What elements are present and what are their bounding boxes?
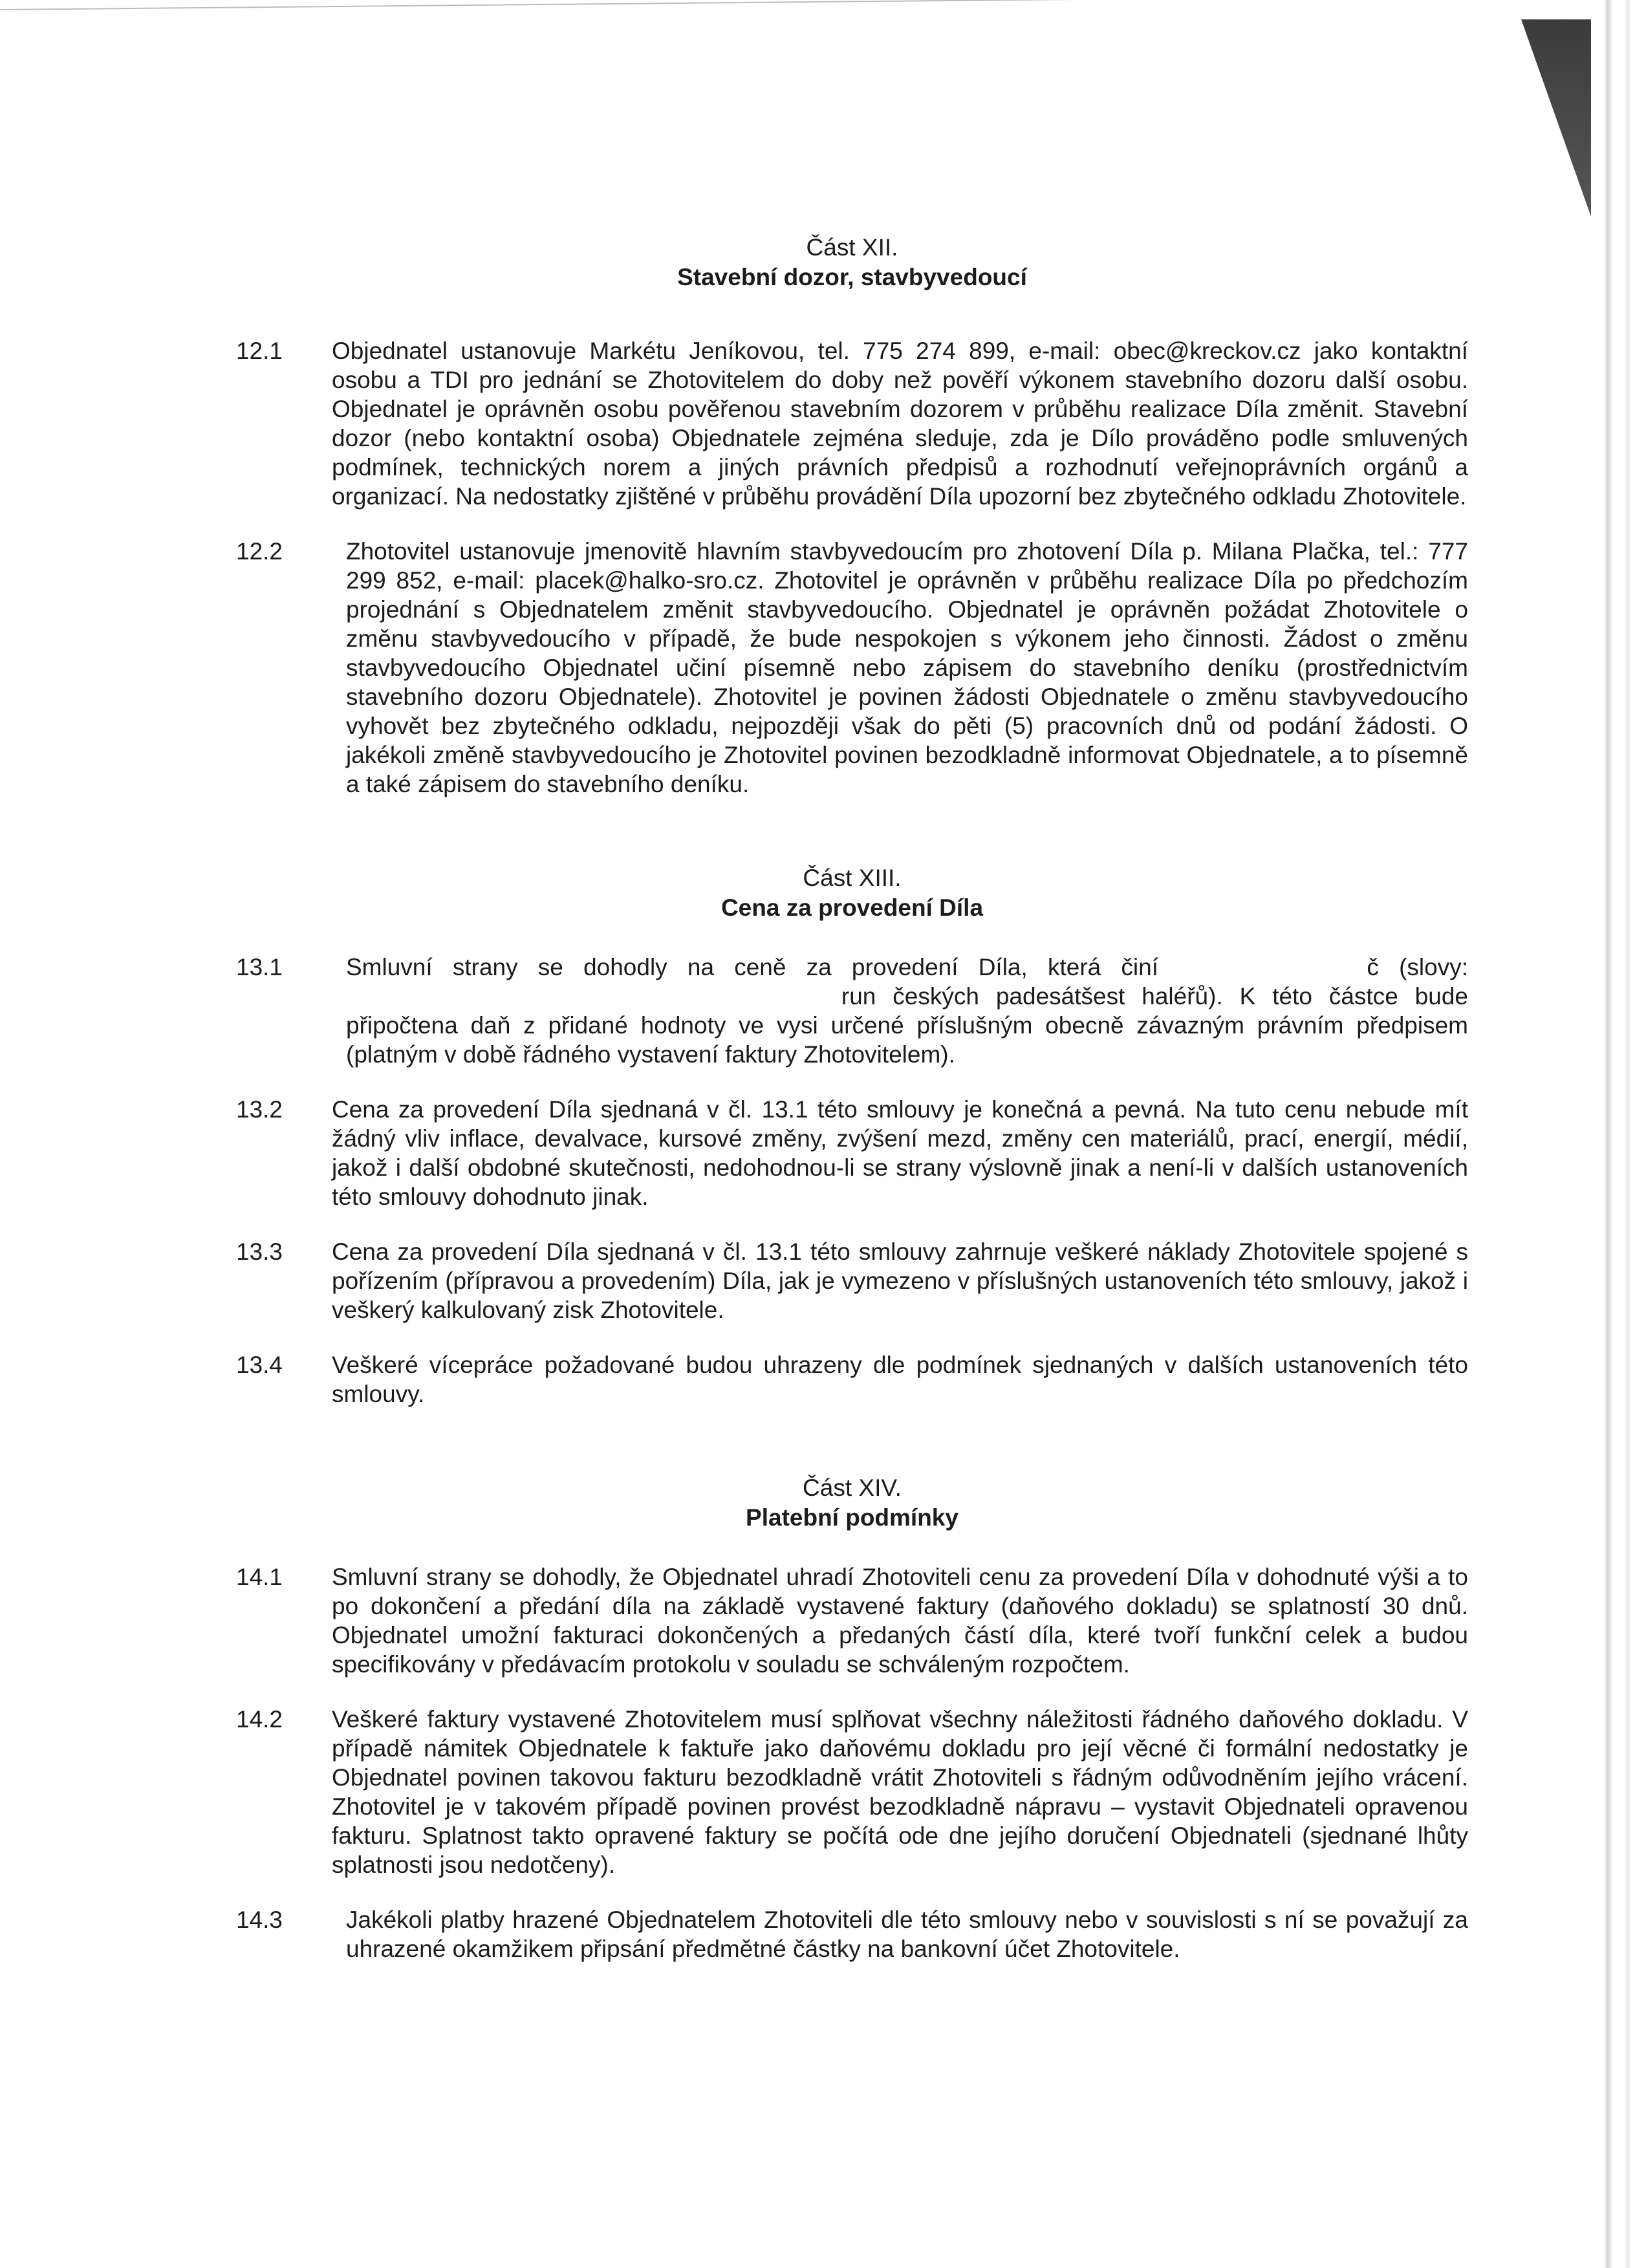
clause-text: Jakékoli platby hrazené Objednatelem Zhotoviteli dle této smlouvy nebo v souvislosti s ní se považují za uhrazené okamžikem připsání předmětné částky na bankovní účet Zhotovitele.: [346, 1906, 1468, 1962]
clause-text: Smluvní strany se dohodly, že Objednatel uhradí Zhotoviteli cenu za provedení Díla v dohodnuté výši a to po dokončení a předání díla na základě vystavené faktury (daňového dokladu) se splatností 30 dnů. Objednatel umožní fakturaci dokončených a předaných částí díla, které tvoří funkční celek a budou specifikovány v předávacím protokolu v souladu se schváleným rozpočtem.: [332, 1564, 1468, 1678]
part-xii-heading: [236, 233, 1468, 292]
clause-14-2: [236, 1705, 1468, 1879]
clause-number: 13.1: [236, 954, 283, 980]
part-title: Platební podmínky: [746, 1504, 958, 1531]
clause-number: 14.3: [236, 1906, 283, 1933]
part-number: Část XIII.: [803, 865, 902, 891]
clause-text: Veškeré faktury vystavené Zhotovitelem musí splňovat všechny náležitosti řádného daňového dokladu. V případě námitek Objednatele k faktuře jako daňovému dokladu pro její věcné či formální nedostatky je Objednatel povinen takovou fakturu bezodkladně vrátit Zhotoviteli s řádným odůvodněním jejího vrácení. Zhotovitel je v takovém případě povinen provést bezodkladně nápravu – vystavit Objednateli opravenou fakturu. Splatnost takto opravené faktury se počítá ode dne jejího doručení Objednateli (sjednané lhůty splatnosti jsou nedotčeny).: [332, 1706, 1468, 1878]
clause-13-3: [236, 1237, 1468, 1324]
clause-text: Veškeré vícepráce požadované budou uhrazeny dle podmínek sjednaných v dalších ustanoveních této smlouvy.: [332, 1352, 1468, 1407]
clause-number: 13.4: [236, 1352, 283, 1378]
clause-text: Zhotovitel ustanovuje jmenovitě hlavním stavbyvedoucím pro zhotovení Díla p. Milana Plačka, tel.: 777 299 852, e-mail: placek@halko-sro.cz. Zhotovitel je oprávněn v průběhu realizace Díla po předchozím projednání s Objednatelem změnit stavbyvedoucího. Objednatel je oprávněn požádat Zhotovitele o změnu stavbyvedoucího v případě, že bude nespokojen s výkonem jeho činnosti. Žádost o změnu stavbyvedoucího Objednatel učiní písemně nebo zápisem do stavebního deníku (prostřednictvím stavebního dozoru Objednatele). Zhotovitel je povinen žádosti Objednatele o změnu stavbyvedoucího vyhovět bez zbytečného odkladu, nejpozději však do pěti (5) pracovních dnů od podání žádosti. O jakékoli změně stavbyvedoucího je Zhotovitel povinen bezodkladně informovat Objednatele, a to písemně a také zápisem do stavebního deníku.: [346, 538, 1468, 797]
clause-number: 12.2: [236, 538, 283, 565]
clause-13-4: [236, 1350, 1468, 1409]
clause-text-part3: run českých padesátšest haléřů). K této částce bude připočtena daň z přidané hodnoty ve vysi určené příslušným obecně závazným právním předpisem (platným v době řádného vystavení faktury Zhotovitelem).: [346, 983, 1468, 1068]
page-edge-shadow: [1604, 0, 1613, 2268]
part-number: Část XII.: [806, 234, 898, 261]
clause-number: 14.2: [236, 1706, 283, 1733]
clause-text-part1: Smluvní strany se dohodly na ceně za provedení Díla, která činí: [346, 954, 1158, 980]
clause-text: Cena za provedení Díla sjednaná v čl. 13.1 této smlouvy je konečná a pevná. Na tuto cenu nebude mít žádný vliv inflace, devalvace, kursové změny, zvýšení mezd, změny cen materiálů, prací, energií, médií, jakož i další obdobné skutečnosti, nedohodnou-li se strany výslovně jinak a není-li v dalších ustanoveních této smlouvy dohodnuto jinak.: [332, 1096, 1468, 1210]
clause-number: 13.3: [236, 1238, 283, 1265]
part-title: Cena za provedení Díla: [720, 894, 984, 921]
part-xiv-heading: [236, 1473, 1468, 1533]
document-page: [236, 233, 1468, 1963]
clause-number: 12.1: [236, 338, 283, 364]
clause-12-1: [236, 336, 1468, 511]
clause-text: Objednatel ustanovuje Markétu Jeníkovou, tel. 775 274 899, e-mail: obec@kreckov.cz jako kontaktní osobu a TDI pro jednání se Zhotovitelem do doby než pověří výkonem stavebního dozoru další osobu. Objednatel je oprávněn osobu pověřenou stavebním dozorem v průběhu realizace Díla změnit. Stavební dozor (nebo kontaktní osoba) Objednatele zejména sleduje, zda je Dílo prováděno podle smluvených podmínek, technických norem a jiných právních předpisů a rozhodnutí veřejnoprávních orgánů a organizací. Na nedostatky zjištěné v průběhu provádění Díla upozorní bez zbytečného odkladu Zhotovitele.: [332, 338, 1468, 510]
part-title: Stavební dozor, stavbyvedoucí: [677, 264, 1027, 290]
clause-13-1: [236, 953, 1468, 1069]
clause-13-2: [236, 1095, 1468, 1211]
scan-edge-artifact: [0, 0, 1099, 10]
staple-shadow-artifact: [1521, 19, 1591, 217]
clause-12-2: [236, 537, 1468, 799]
clause-14-3: [236, 1905, 1468, 1963]
page-edge-shadow-secondary: [1625, 0, 1631, 2268]
clause-14-1: [236, 1562, 1468, 1679]
part-xiii-heading: [236, 863, 1468, 923]
clause-number: 14.1: [236, 1564, 283, 1590]
clause-text: Cena za provedení Díla sjednaná v čl. 13.1 této smlouvy zahrnuje veškeré náklady Zhotovitele spojené s pořízením (přípravou a provedením) Díla, jak je vymezeno v příslušných ustanoveních této smlouvy, jakož i veškerý kalkulovaný zisk Zhotovitele.: [332, 1238, 1468, 1323]
redacted-price: [1178, 958, 1347, 980]
part-number: Část XIV.: [803, 1474, 902, 1501]
clause-number: 13.2: [236, 1096, 283, 1123]
clause-text-part2: č (slovy:: [1367, 954, 1469, 980]
redacted-price-words: [346, 987, 825, 1009]
